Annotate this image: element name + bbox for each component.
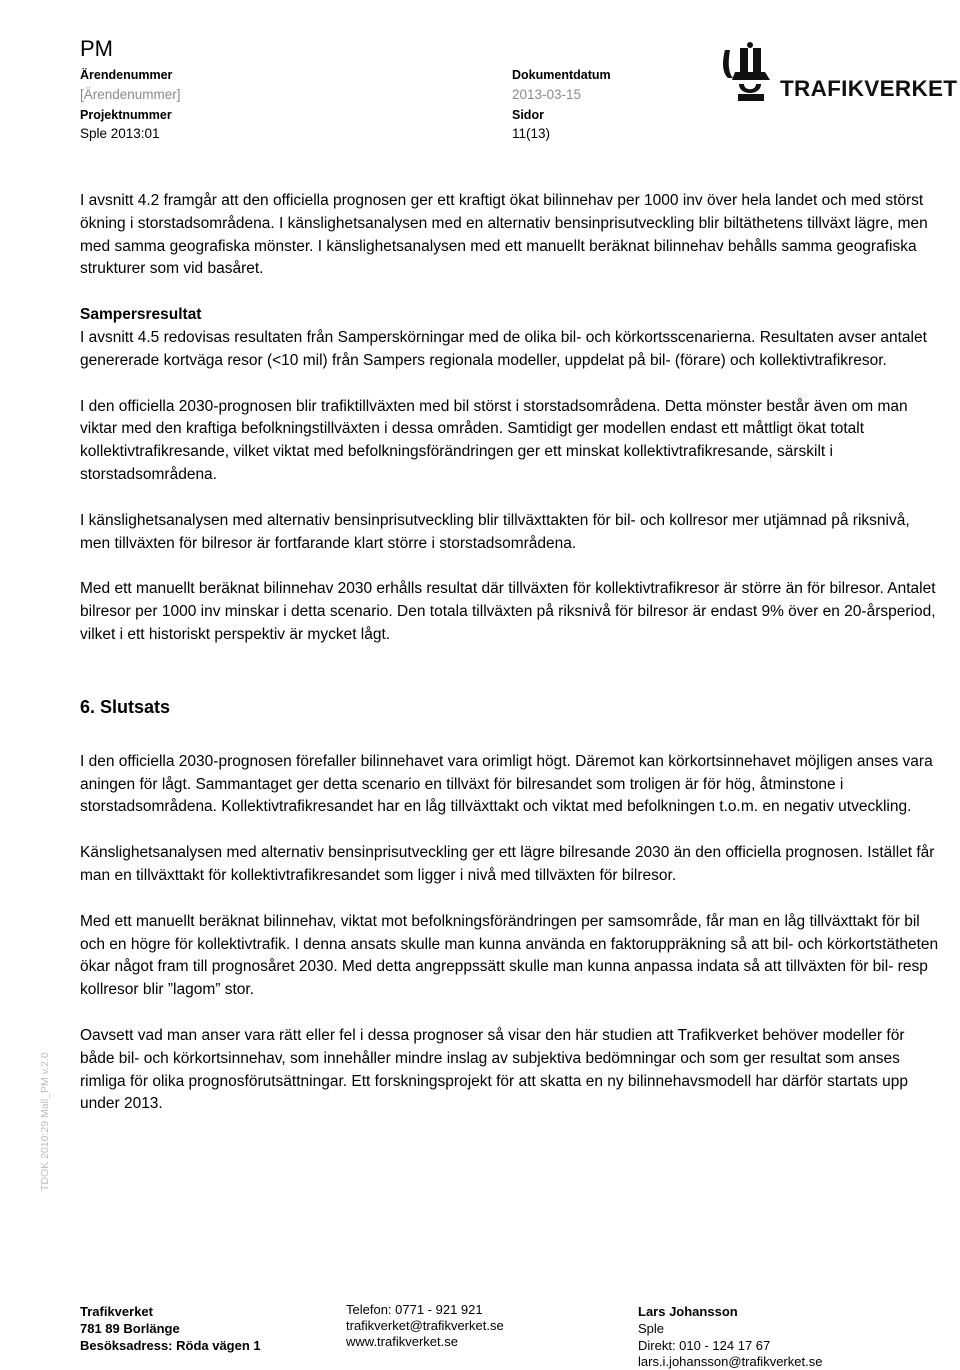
document-type: PM [80,36,113,61]
footer-visit-address: Besöksadress: Röda vägen 1 [80,1338,261,1353]
footer-email[interactable]: trafikverket@trafikverket.se [346,1318,504,1333]
paragraph: Känslighetsanalysen med alternativ bensinprisutveckling ger ett lägre bilresande 2030 än den officiella prognosen. Istället får man en tillväxttakt för kollektivtrafikresandet som ligger i nivå med tillväxten för bilresor. [80,844,935,884]
logo-text: TRAFIKVERKET [780,76,958,101]
footer-org: Trafikverket [80,1304,153,1319]
paragraph: Med ett manuellt beräknat bilinnehav, viktat mot befolkningsförändringen per samsområde, får man en låg tillväxttakt för bil och en högre för kollektivtrafik. I denna ansats skulle man kunna använda en faktoruppräkning så att bil- och körkortstätheten ökar något fram till prognosåret 2030. Med detta angreppssätt skulle man kunna anpassa indata så att tillväxten för bil- resp kollresor blir ”lagom” stor. [80,912,939,999]
footer-direct-phone: Direkt: 010 - 124 17 67 [638,1338,771,1353]
projektnummer-value: Sple 2013:01 [80,126,160,141]
paragraph: I den officiella 2030-prognosen blir trafiktillväxten med bil störst i storstadsområdena. Detta mönster består även om man viktar med den kraftiga befolkningstillväxten i dessa områden. Samtidigt ger modellen endast ett måttligt ökat totalt kollektivtrafikresande, vilket viktat med befolkningsförändringen ger ett minskat kollektivtrafikresande, särskilt i storstadsområdena. [80,397,908,483]
paragraph: I avsnitt 4.2 framgår att den officiella prognosen ger ett kraftigt ökat bilinnehav per 1000 inv över hela landet och med störst ökning i storstadsområdena. I känslighetsanalysen med en alternativ bensinprisutveckling blir biltäthetens tillväxt lägre, men med samma geografiska mönster. I känslighetsanalysen med ett manuellt beräknat bilinnehav behålls samma geografiska strukturer som vid basåret. [80,192,928,278]
footer-person: Lars Johansson [638,1304,738,1319]
crown-icon [723,42,770,101]
footer-postal: 781 89 Borlänge [80,1321,180,1336]
paragraph: Med ett manuellt beräknat bilinnehav 2030 erhålls resultat där tillväxten för kollektivtrafikresor är större än för bilresor. Antalet bilresor per 1000 inv minskar i detta scenario. Den totala tillväxten på riksnivå för bilresor är endast 9% över en 20-årsperiod, vilket i ett historiskt perspektiv är mycket lågt. [80,580,936,643]
paragraph: I den officiella 2030-prognosen förefaller bilinnehavet vara orimligt högt. Däremot kan körkortsinnehavet möjligen anses vara aningen för lågt. Sammantaget ger detta scenario en tillväxt för bilresandet som troligen är för hög, åtminstone i storstadsområdena. Kollektivtrafikresandet har en låg tillväxttakt och viktat med befolkningen t.o.m. en negativ utveckling. [80,752,933,816]
sidor-label: Sidor [512,108,544,122]
paragraph: Oavsett vad man anser vara rätt eller fel i dessa prognoser så visar den här studien att Trafikverket behöver modeller för både bil- och körkortsinnehav, som innehåller mindre inslag av subjektiva bedömningar och som ger resultat som anses rimliga för olika prognosförutsättningar. Ett forskningsprojekt för att skatta en ny bilinnehavsmodell har därför startats upp under 2013. [80,1026,908,1113]
footer-person-email[interactable]: lars.i.johansson@trafikverket.se [638,1354,823,1369]
footer-web[interactable]: www.trafikverket.se [346,1334,458,1349]
section-heading: 6. Slutsats [80,696,171,717]
template-code: TDOK 2010:29 Mall_PM v.2.0 [39,1052,51,1191]
dokumentdatum-value: 2013-03-15 [512,87,582,102]
dokumentdatum-label: Dokumentdatum [512,68,611,82]
footer-phone: Telefon: 0771 - 921 921 [346,1302,483,1317]
paragraph: I känslighetsanalysen med alternativ bensinprisutveckling blir tillväxttakten för bil- och kollresor mer utjämnad på riksnivå, men tillväxten för bilresor är fortfarande klart större i storstadsområdena. [80,511,910,552]
arendenummer-value: [Ärendenummer] [80,87,181,102]
footer-unit: Sple [638,1321,665,1336]
arendenummer-label: Ärendenummer [80,68,173,82]
document-body [80,190,942,1116]
subheading-sampersresultat: Sampersresultat [80,306,202,324]
paragraph: I avsnitt 4.5 redovisas resultaten från Samperskörningar med de olika bil- och körkortsscenarierna. Resultaten avser antalet genererade kortväga resor (<10 mil) från Sampers regionala modeller, uppdelat på bil- (förare) och kollektivtrafikresor. [80,328,927,369]
sidor-value: 11(13) [512,126,551,141]
projektnummer-label: Projektnummer [80,108,172,122]
